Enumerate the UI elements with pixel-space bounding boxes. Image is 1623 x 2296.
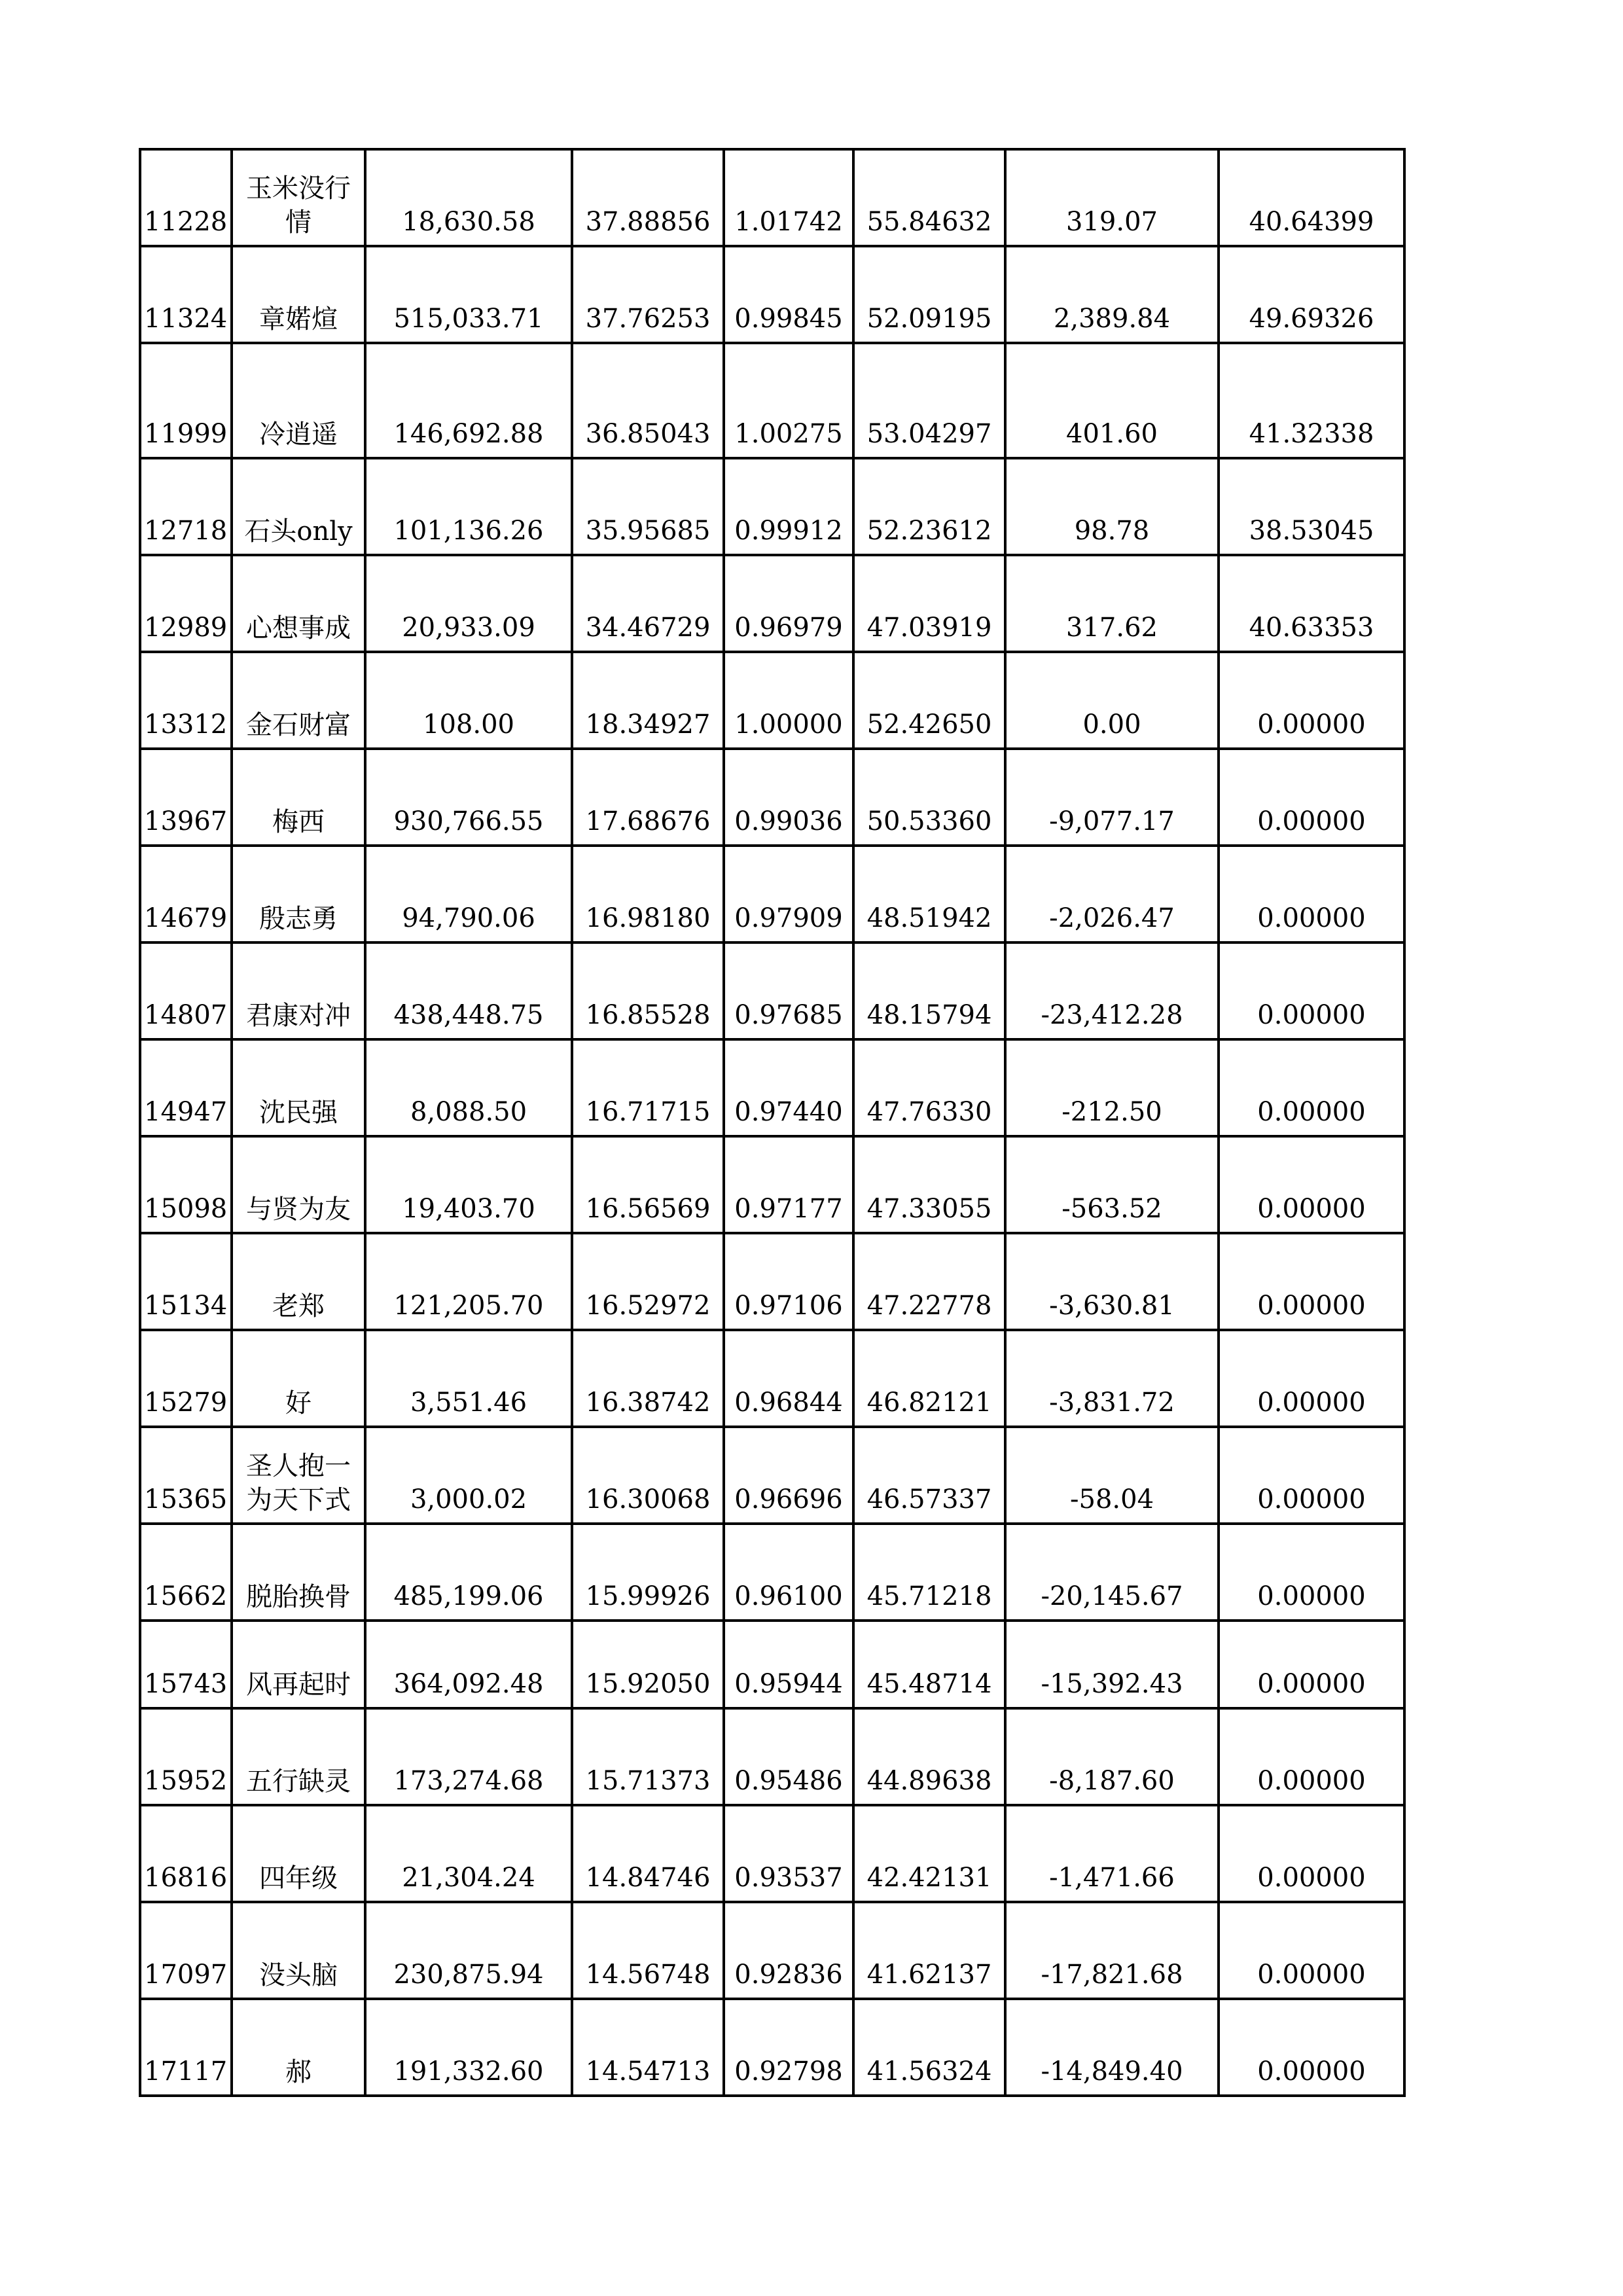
cell-name: 心想事成 [232,555,365,652]
cell-value-5: -20,145.67 [1005,1524,1219,1621]
cell-value-3: 0.97106 [724,1233,853,1330]
table-row [140,942,1404,1039]
cell-value-4: 50.53360 [853,749,1005,846]
cell-value-5: -2,026.47 [1005,846,1219,942]
cell-value-2: 16.38742 [572,1330,724,1427]
cell-value-6: 0.00000 [1219,1427,1404,1524]
cell-value-5: -17,821.68 [1005,1902,1219,1999]
cell-value-3: 0.99036 [724,749,853,846]
cell-id: 13312 [140,652,232,749]
table-row [140,1524,1404,1621]
cell-value-3: 1.00275 [724,343,853,458]
cell-id: 11999 [140,343,232,458]
cell-value-6: 0.00000 [1219,1233,1404,1330]
cell-value-4: 46.57337 [853,1427,1005,1524]
cell-value-6: 0.00000 [1219,1708,1404,1805]
cell-value-4: 44.89638 [853,1708,1005,1805]
cell-value-2: 14.56748 [572,1902,724,1999]
cell-value-3: 0.96844 [724,1330,853,1427]
cell-value-6: 0.00000 [1219,1999,1404,2096]
cell-value-1: 18,630.58 [365,149,572,246]
cell-value-5: -8,187.60 [1005,1708,1219,1805]
table-row [140,1233,1404,1330]
cell-name: 冷逍遥 [232,343,365,458]
cell-value-6: 0.00000 [1219,749,1404,846]
table-row [140,1039,1404,1136]
table-row [140,555,1404,652]
cell-value-6: 49.69326 [1219,246,1404,343]
cell-value-4: 41.62137 [853,1902,1005,1999]
cell-value-5: 317.62 [1005,555,1219,652]
cell-value-4: 45.71218 [853,1524,1005,1621]
cell-value-1: 101,136.26 [365,458,572,555]
table-row [140,1136,1404,1233]
cell-value-1: 438,448.75 [365,942,572,1039]
cell-value-1: 3,551.46 [365,1330,572,1427]
cell-name: 老郑 [232,1233,365,1330]
table-body [140,149,1404,2096]
cell-value-3: 1.00000 [724,652,853,749]
cell-value-5: 319.07 [1005,149,1219,246]
cell-id: 14807 [140,942,232,1039]
cell-value-3: 0.99845 [724,246,853,343]
cell-value-6: 38.53045 [1219,458,1404,555]
cell-id: 17097 [140,1902,232,1999]
cell-value-4: 47.22778 [853,1233,1005,1330]
cell-value-4: 47.33055 [853,1136,1005,1233]
cell-value-1: 485,199.06 [365,1524,572,1621]
cell-value-6: 0.00000 [1219,1330,1404,1427]
cell-value-3: 1.01742 [724,149,853,246]
cell-value-6: 0.00000 [1219,1805,1404,1902]
cell-name: 脱胎换骨 [232,1524,365,1621]
cell-id: 15365 [140,1427,232,1524]
cell-id: 14679 [140,846,232,942]
cell-value-6: 0.00000 [1219,652,1404,749]
cell-value-4: 45.48714 [853,1621,1005,1708]
cell-value-2: 14.84746 [572,1805,724,1902]
cell-value-1: 21,304.24 [365,1805,572,1902]
cell-value-6: 0.00000 [1219,846,1404,942]
cell-value-3: 0.92798 [724,1999,853,2096]
cell-value-2: 37.88856 [572,149,724,246]
cell-value-2: 37.76253 [572,246,724,343]
cell-value-3: 0.96100 [724,1524,853,1621]
table-row [140,749,1404,846]
cell-value-1: 121,205.70 [365,1233,572,1330]
cell-id: 15279 [140,1330,232,1427]
cell-value-5: -9,077.17 [1005,749,1219,846]
cell-value-6: 0.00000 [1219,1621,1404,1708]
cell-value-2: 16.56569 [572,1136,724,1233]
cell-name: 郝 [232,1999,365,2096]
cell-name: 与贤为友 [232,1136,365,1233]
cell-name: 沈民强 [232,1039,365,1136]
cell-value-5: -563.52 [1005,1136,1219,1233]
cell-name: 五行缺灵 [232,1708,365,1805]
cell-value-3: 0.96979 [724,555,853,652]
cell-value-5: -1,471.66 [1005,1805,1219,1902]
cell-value-1: 364,092.48 [365,1621,572,1708]
cell-value-5: -23,412.28 [1005,942,1219,1039]
cell-value-4: 47.76330 [853,1039,1005,1136]
cell-value-2: 34.46729 [572,555,724,652]
cell-name: 章婼煊 [232,246,365,343]
cell-value-1: 173,274.68 [365,1708,572,1805]
cell-value-2: 15.99926 [572,1524,724,1621]
table-row [140,246,1404,343]
cell-value-6: 41.32338 [1219,343,1404,458]
table-row [140,343,1404,458]
table-row [140,458,1404,555]
cell-value-4: 48.15794 [853,942,1005,1039]
cell-value-4: 52.23612 [853,458,1005,555]
cell-value-1: 8,088.50 [365,1039,572,1136]
cell-value-2: 16.85528 [572,942,724,1039]
cell-value-2: 36.85043 [572,343,724,458]
table-row [140,1427,1404,1524]
cell-value-3: 0.97909 [724,846,853,942]
cell-value-6: 40.64399 [1219,149,1404,246]
cell-id: 11324 [140,246,232,343]
cell-value-1: 19,403.70 [365,1136,572,1233]
cell-value-1: 230,875.94 [365,1902,572,1999]
cell-value-5: -3,831.72 [1005,1330,1219,1427]
table-row [140,1999,1404,2096]
cell-value-4: 47.03919 [853,555,1005,652]
cell-value-1: 94,790.06 [365,846,572,942]
cell-value-1: 930,766.55 [365,749,572,846]
cell-id: 15743 [140,1621,232,1708]
cell-value-5: -3,630.81 [1005,1233,1219,1330]
cell-name: 金石财富 [232,652,365,749]
cell-value-2: 16.71715 [572,1039,724,1136]
cell-value-2: 15.92050 [572,1621,724,1708]
cell-id: 15134 [140,1233,232,1330]
cell-name: 石头only [232,458,365,555]
cell-value-3: 0.95486 [724,1708,853,1805]
cell-value-3: 0.97685 [724,942,853,1039]
table-row [140,652,1404,749]
cell-name: 梅西 [232,749,365,846]
cell-value-5: 98.78 [1005,458,1219,555]
cell-name: 风再起时 [232,1621,365,1708]
cell-name: 没头脑 [232,1902,365,1999]
cell-name: 殷志勇 [232,846,365,942]
cell-value-2: 16.30068 [572,1427,724,1524]
cell-name: 四年级 [232,1805,365,1902]
cell-value-6: 40.63353 [1219,555,1404,652]
cell-value-2: 17.68676 [572,749,724,846]
cell-value-6: 0.00000 [1219,1039,1404,1136]
cell-id: 15952 [140,1708,232,1805]
cell-name: 玉米没行情 [232,149,365,246]
table-row [140,1902,1404,1999]
table-row [140,1330,1404,1427]
cell-value-5: 401.60 [1005,343,1219,458]
cell-value-6: 0.00000 [1219,1136,1404,1233]
cell-value-2: 15.71373 [572,1708,724,1805]
cell-value-2: 16.52972 [572,1233,724,1330]
cell-value-4: 46.82121 [853,1330,1005,1427]
cell-value-5: -14,849.40 [1005,1999,1219,2096]
cell-id: 17117 [140,1999,232,2096]
table-row [140,846,1404,942]
cell-value-2: 16.98180 [572,846,724,942]
cell-value-3: 0.97177 [724,1136,853,1233]
cell-name: 君康对冲 [232,942,365,1039]
cell-value-1: 146,692.88 [365,343,572,458]
cell-value-5: -212.50 [1005,1039,1219,1136]
cell-value-3: 0.97440 [724,1039,853,1136]
cell-value-4: 48.51942 [853,846,1005,942]
cell-value-3: 0.93537 [724,1805,853,1902]
cell-value-4: 55.84632 [853,149,1005,246]
cell-value-1: 515,033.71 [365,246,572,343]
cell-value-1: 108.00 [365,652,572,749]
cell-value-6: 0.00000 [1219,1902,1404,1999]
cell-value-6: 0.00000 [1219,1524,1404,1621]
cell-id: 12989 [140,555,232,652]
cell-name: 圣人抱一为天下式 [232,1427,365,1524]
cell-value-2: 35.95685 [572,458,724,555]
cell-id: 11228 [140,149,232,246]
data-table [139,148,1406,2097]
cell-value-3: 0.92836 [724,1902,853,1999]
cell-value-6: 0.00000 [1219,942,1404,1039]
cell-value-4: 42.42131 [853,1805,1005,1902]
cell-value-5: -15,392.43 [1005,1621,1219,1708]
cell-id: 15098 [140,1136,232,1233]
cell-id: 12718 [140,458,232,555]
cell-value-4: 41.56324 [853,1999,1005,2096]
cell-name: 好 [232,1330,365,1427]
cell-value-1: 191,332.60 [365,1999,572,2096]
cell-value-5: -58.04 [1005,1427,1219,1524]
cell-value-3: 0.96696 [724,1427,853,1524]
cell-value-2: 18.34927 [572,652,724,749]
cell-value-3: 0.95944 [724,1621,853,1708]
cell-value-5: 0.00 [1005,652,1219,749]
cell-id: 14947 [140,1039,232,1136]
table-row [140,1805,1404,1902]
cell-value-4: 52.42650 [853,652,1005,749]
cell-value-1: 20,933.09 [365,555,572,652]
cell-value-3: 0.99912 [724,458,853,555]
table-row [140,149,1404,246]
cell-value-1: 3,000.02 [365,1427,572,1524]
cell-value-2: 14.54713 [572,1999,724,2096]
cell-value-5: 2,389.84 [1005,246,1219,343]
cell-value-4: 53.04297 [853,343,1005,458]
cell-id: 15662 [140,1524,232,1621]
cell-id: 16816 [140,1805,232,1902]
cell-value-4: 52.09195 [853,246,1005,343]
table-row [140,1708,1404,1805]
table-row [140,1621,1404,1708]
cell-id: 13967 [140,749,232,846]
